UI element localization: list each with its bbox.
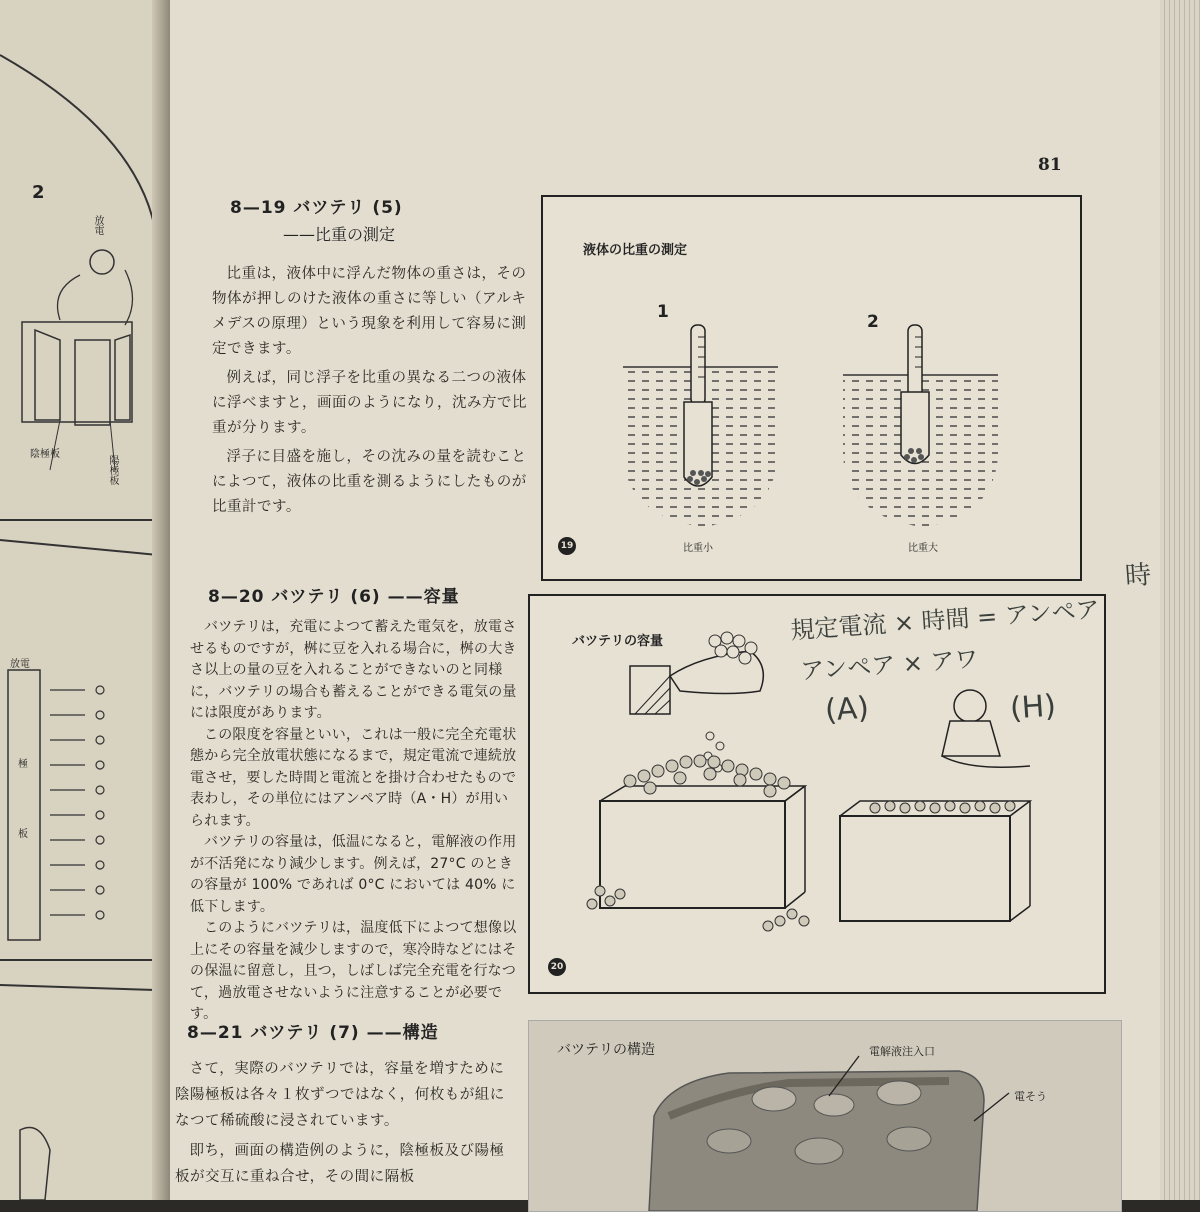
- electrode-label-1: 極: [18, 759, 28, 770]
- section-21-title: 8—21 バツテリ (7) ——構造: [187, 1023, 439, 1043]
- section-20-paragraph: バツテリの容量は，低温になると，電解液の作用が不活発になり減少します。例えば，27°C のときの容量が 100% であれば 0°C においては 40% に低下します。: [190, 834, 517, 915]
- section-21-paragraph: さて，実際のバツテリでは，容量を増すために陰陽極板は各々１枚ずつではなく，何枚もが組になつて稀硫酸に浸されています。: [175, 1061, 505, 1129]
- handwritten-note-corner: 時: [1124, 560, 1153, 592]
- figure-19-caption-1: 比重小: [683, 543, 713, 554]
- section-19-paragraph: 浮子に目盛を施し，その沈みの量を読むことによつて，液体の比重を測るようにしたものが比重計です。: [212, 449, 527, 515]
- discharge-label-2: 放電: [10, 659, 30, 670]
- electrode-label-2: 板: [18, 829, 28, 840]
- section-19-title: 8—19 バツテリ (5): [230, 198, 403, 218]
- figure-21-lid-label: 電そう: [1014, 1090, 1047, 1103]
- neg-plate-label: 陰極板: [30, 449, 60, 460]
- section-20-paragraph: この限度を容量といい，これは一般に完全充電状態から完全放電状態になるまで，規定電流で連続放電させ，要した時間と電流とを掛け合わせたもので表わし，その単位にはアンペア時（A・H）が用いられます。: [190, 726, 517, 829]
- section-19-subtitle: ——比重の測定: [283, 225, 396, 244]
- battery-photo-illustration: [529, 1021, 1121, 1211]
- fig2-number: 2: [32, 182, 45, 203]
- figure-20-title: バツテリの容量: [572, 634, 664, 649]
- page-gutter-shadow: [152, 0, 170, 1200]
- left-page: [0, 0, 170, 1200]
- handwritten-note-line3a: (A): [823, 690, 871, 729]
- page-number: 81: [1038, 155, 1062, 175]
- section-20-title: 8—20 バツテリ (6) ——容量: [208, 587, 460, 607]
- pos-plate-label: 陽極板: [107, 455, 118, 485]
- handwritten-note-line3b: (H): [1008, 688, 1058, 727]
- figure-19-panel: [541, 195, 1082, 581]
- handwritten-note-line2: アンペア × アワ: [799, 644, 980, 686]
- figure-21-photo: [528, 1020, 1122, 1212]
- section-19-body: [212, 262, 530, 524]
- figure-19-title: 液体の比重の測定: [583, 243, 688, 258]
- section-21-body: [175, 1056, 515, 1194]
- section-20-paragraph: バツテリは，充電によつて蓄えた電気を，放電させるものですが，桝に豆を入れる場合に，桝の大きさ以上の量の豆を入れることができないのと同様に，バツテリの場合も蓄えることができる電気の量には限度があります。: [190, 619, 517, 721]
- hydrometer-illustration: [543, 197, 1080, 579]
- figure-19-number: 19: [558, 537, 576, 555]
- section-20-paragraph: このようにバツテリは，温度低下によつて想像以上にその容量を減少しますので，寒冷時などにはその保温に留意し，且つ，しばしば完全充電を行なつて，過放電させないように注意することが必要です。: [190, 920, 517, 1022]
- figure-19-label-2: 2: [867, 312, 879, 332]
- handwritten-note-line1: 規定電流 × 時間 = アンペア: [789, 595, 1101, 645]
- figure-21-inlet-label: 電解液注入口: [869, 1045, 935, 1058]
- section-20-body: [190, 617, 520, 1026]
- figure-19-label-1: 1: [657, 302, 669, 322]
- figure-19-caption-2: 比重大: [908, 543, 938, 554]
- left-page-illustrations: [0, 0, 170, 1200]
- section-21-paragraph: 即ち，画面の構造例のように，陰極板及び陽極板が交互に重ね合せ，その間に隔板: [175, 1143, 505, 1185]
- section-19-paragraph: 比重は，液体中に浮んだ物体の重さは，その物体が押しのけた液体の重さに等しい（アルキメデスの原理）という現象を利用して容易に測定できます。: [212, 266, 527, 357]
- figure-20-number: 20: [548, 958, 566, 976]
- discharge-label: 放電: [92, 215, 103, 235]
- figure-21-title: バツテリの構造: [557, 1042, 655, 1058]
- section-19-paragraph: 例えば，同じ浮子を比重の異なる二つの液体に浮べますと，画面のようになり，沈み方で比重が分ります。: [212, 370, 527, 436]
